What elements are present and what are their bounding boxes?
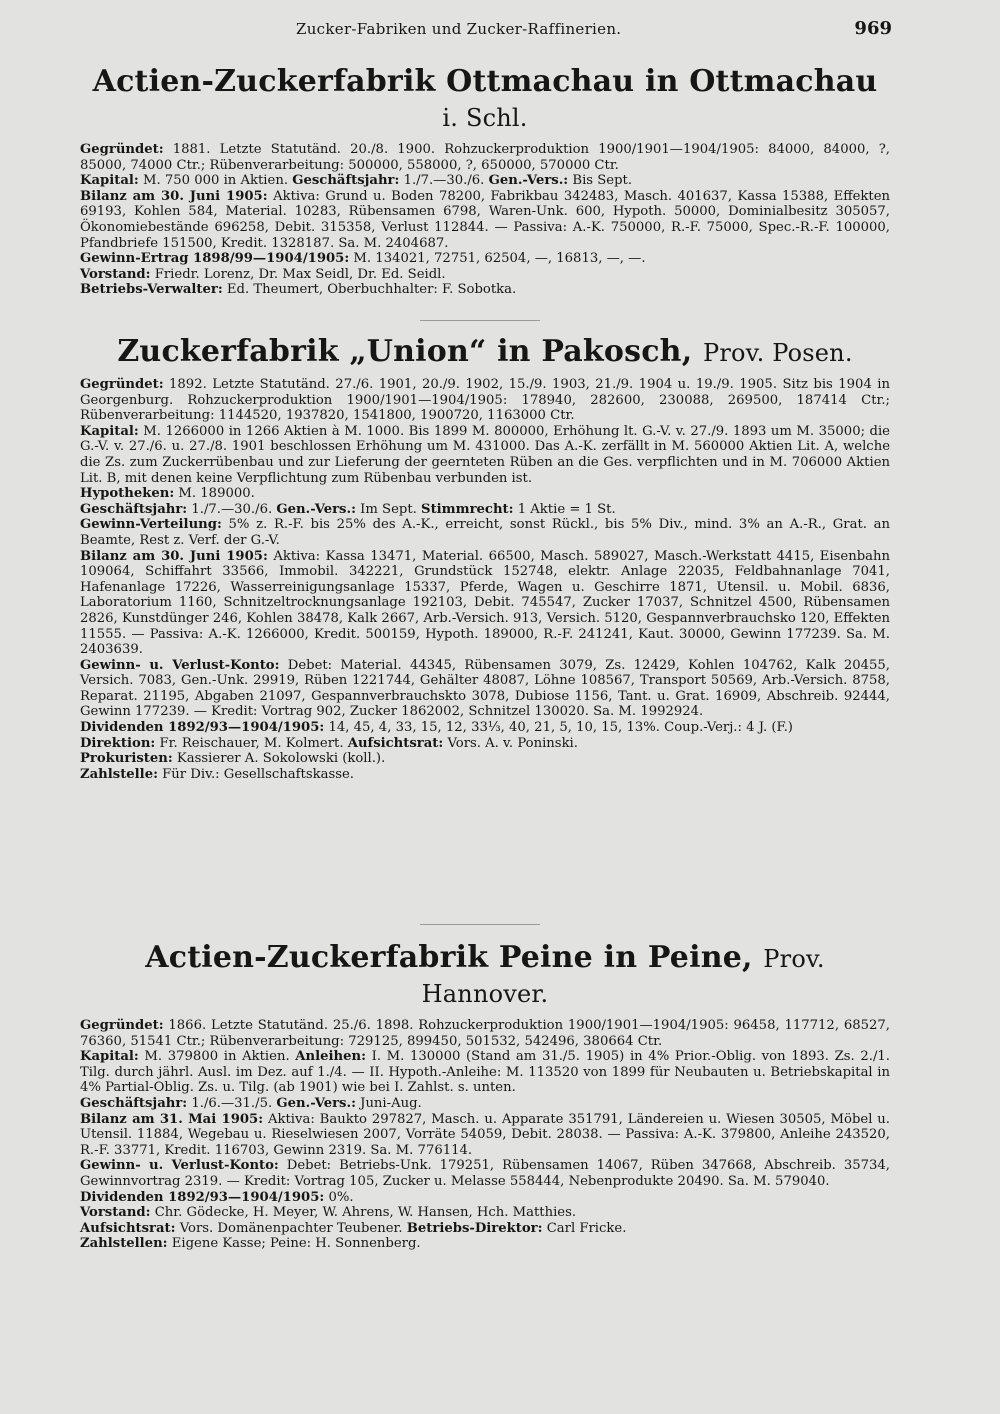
label: Bilanz am 30. Juni 1905: [80,548,268,564]
text: 14, 45, 4, 33, 15, 12, 33⅓, 40, 21, 5, 10, 15, 13%. Coup.-Verj.: 4 J. (F.) [328,720,793,736]
para-bilanz [80,189,890,251]
para-gewinn-ertrag [80,251,890,267]
text: M. 379800 in Aktien. [144,1049,290,1065]
label: Gen.-Vers.: [276,501,356,517]
label: Hypotheken: [80,486,175,502]
para-zahlstelle [80,767,890,783]
label: Anleihen: [295,1049,366,1065]
text: Vors. Domänenpachter Teubener. [179,1220,403,1236]
divider-rule [420,924,540,925]
label: Geschäftsjahr: [292,173,400,189]
text: M. 1266000 in 1266 Aktien à M. 1000. Bis 1899 M. 800000, Erhöhung lt. G.-V. v. 27./9. 1893 um M. 35000; die G.-V. v. 27./6. u. 27./8. 1901 beschlossen Erhöhung um M. 431000. Das A.-K. zerfällt in M. 560000 Aktien Lit. A, welche die Zs. zum Zuckerrübenbau und zur Lieferung der geernteten Rüben an die Ges. verpflichten und in M. 706000 Aktien Lit. B, mit denen keine Verpflichtung zum Rübenbau verbunden ist. [80,423,890,486]
label: Stimmrecht: [421,501,514,517]
label: Dividenden 1892/93—1904/1905: [80,1189,325,1205]
text: Debet: Material. 44345, Rübensamen 3079, Zs. 12429, Kohlen 104762, Kalk 20455, Versich. 7083, Gen.-Unk. 29919, Rüben 1221744, Gehälter 48087, Löhne 108567, Transport 50569, Arb.-Versich. 8758, Reparat. 21195, Abgaben 21097, Gespannverbrauchskto 3078, Dubiose 1156, Tant. u. Grat. 16909, Abschreib. 92444, Gewinn 177239. — Kredit: Vortrag 902, Zucker 1862002, Schnitzel 130020. Sa. M. 1992924. [80,657,890,720]
label: Prokuristen: [80,751,173,767]
para-gv-konto [80,658,890,720]
text: Vors. A. v. Poninski. [447,735,578,751]
label: Geschäftsjahr: [80,501,188,517]
para-zahlstellen [80,1236,890,1252]
text: Im Sept. [360,501,417,517]
label: Direktion: [80,735,156,751]
text: Carl Fricke. [546,1220,627,1236]
entry-title-main: Zuckerfabrik „Union“ in Pakosch, [117,334,693,369]
para-kapital [80,173,890,189]
text: Aktiva: Grund u. Boden 78200, Fabrikbau 342483, Masch. 401637, Kassa 15388, Effekten 69193, Kohlen 584, Material. 10283, Rübensamen 6798, Waren-Unk. 600, Hypoth. 50000, Dominialbesitz 305057, Ökonomiebestände 696258, Debit. 315358, Verlust 112844. — Passiva: A.-K. 750000, R.-F. 75000, Spec.-R.-F. 100000, Pfandbriefe 151500, Kredit. 1328187. Sa. M. 2404687. [80,188,890,251]
label: Betriebs-Verwalter: [80,282,223,298]
para-prokuristen [80,751,890,767]
para-bilanz [80,1112,890,1159]
para-direktion [80,736,890,752]
para-betriebs-verwalter [80,282,890,298]
para-gegruendet [80,377,890,424]
para-vorstand [80,1205,890,1221]
label: Gewinn- u. Verlust-Konto: [80,657,280,673]
text: 1./7.—30./6. [403,173,485,189]
text: I. M. 130000 (Stand am 31./5. 1905) in 4% Prior.-Oblig. von 1893. Zs. 2./1. Tilg. durch jährl. Ausl. im Dez. auf 1./4. — II. Hypoth.-Anleihe: M. 113520 von 1899 für Neubauten u. Betriebskapital in 4% Partial-Oblig. Zs. u. Tilg. (ab 1901) wie bei I. Zahlst. s. unten. [80,1049,890,1096]
entry-ottmachau [80,64,890,298]
label: Gegründet: [80,142,164,157]
para-dividenden [80,720,890,736]
text: 1892. Letzte Statutänd. 27./6. 1901, 20./9. 1902, 15./9. 1903, 21./9. 1904 u. 19./9. 1905. Sitz bis 1904 in Georgenburg. Rohzuckerproduktion 1900/1901—1904/1905: 178940, 282600, 230088, 269500, 187414 Ctr.; Rübenverarbeitung: 1144520, 1937820, 1541800, 1900720, 1163000 Ctr. [80,377,890,424]
label: Gegründet: [80,377,164,392]
text: 1./6.—31./5. [191,1095,273,1111]
para-vorstand [80,267,890,283]
entry-title [80,334,890,369]
text: Kassierer A. Sokolowski (koll.). [176,751,386,767]
label: Gegründet: [80,1018,164,1033]
label: Vorstand: [80,1205,151,1221]
label: Gen.-Vers.: [488,173,569,189]
entry-title-tail: Prov. Posen. [703,339,853,367]
page-number: 969 [854,18,892,39]
text: Bis Sept. [572,173,633,189]
para-hypotheken [80,486,890,502]
text: M. 750 000 in Aktien. [142,173,289,189]
para-gegruendet [80,1018,890,1049]
entry-peine [80,940,890,1252]
entry-title-main: Actien-Zuckerfabrik Ottmachau in Ottmachau [92,64,878,99]
text: Juni-Aug. [360,1095,422,1111]
label: Dividenden 1892/93—1904/1905: [80,720,325,736]
divider-rule [420,320,540,321]
label: Aufsichtsrat: [347,735,444,751]
para-gv-konto [80,1158,890,1189]
text: 5% z. R.-F. bis 25% des A.-K., erreicht, sonst Rückl., bis 5% Div., mind. 3% an A.-R., Grat. an Beamte, Rest z. Verf. der G.-V. [80,517,890,548]
label: Vorstand: [80,266,151,282]
label: Gen.-Vers.: [276,1095,356,1111]
text: 1881. Letzte Statutänd. 20./8. 1900. Rohzuckerproduktion 1900/1901—1904/1905: 84000, 84000, ?, 85000, 74000 Ctr.; Rübenverarbeitung: 500000, 558000, ?, 650000, 570000 Ctr. [80,142,890,173]
text: M. 134021, 72751, 62504, —, 16813, —, —. [353,251,646,267]
para-kapital [80,424,890,486]
header-title: Zucker-Fabriken und Zucker-Raffinerien. [296,20,622,38]
label: Kapital: [80,423,139,439]
para-geschaeftsjahr [80,1096,890,1112]
label: Gewinn-Verteilung: [80,517,222,533]
text: Eigene Kasse; Peine: H. Sonnenberg. [171,1236,421,1252]
text: Chr. Gödecke, H. Meyer, W. Ahrens, W. Hansen, Hch. Matthies. [154,1205,577,1221]
text: Für Div.: Gesellschaftskasse. [162,766,354,782]
para-dividenden [80,1190,890,1206]
label: Betriebs-Direktor: [406,1220,543,1236]
entry-title-main: Actien-Zuckerfabrik Peine in Peine, [145,940,753,975]
text: Ed. Theumert, Oberbuchhalter: F. Sobotka. [226,282,517,298]
para-geschaeftsjahr [80,502,890,518]
para-aufsichtsrat [80,1221,890,1237]
label: Zahlstelle: [80,766,158,782]
entry-title-tail: i. Schl. [442,104,528,132]
running-header [0,20,1000,44]
label: Kapital: [80,173,139,189]
para-gegruendet [80,142,890,173]
text: Aktiva: Baukto 297827, Masch. u. Apparate 351791, Ländereien u. Wiesen 30505, Möbel u. Utensil. 11884, Wegebau u. Rieselwiesen 2007, Vorräte 54059, Debit. 28038. — Passiva: A.-K. 379800, Anleihe 243520, R.-F. 33771, Kredit. 116703, Gewinn 2319. Sa. M. 776114. [80,1111,890,1158]
text: M. 189000. [178,486,255,502]
label: Gewinn- u. Verlust-Konto: [80,1158,279,1174]
entry-title [80,940,890,1010]
label: Gewinn-Ertrag 1898/99—1904/1905: [80,251,350,267]
text: 0%. [328,1189,354,1205]
entry-title [80,64,890,134]
text: 1866. Letzte Statutänd. 25./6. 1898. Rohzuckerproduktion 1900/1901—1904/1905: 96458, 117712, 68527, 76360, 51541 Ctr.; Rübenverarbeitung: 729125, 899450, 501532, 542496, 380664 Ctr. [80,1018,890,1049]
text: Fr. Reischauer, M. Kolmert. [159,735,344,751]
text: Aktiva: Kassa 13471, Material. 66500, Masch. 589027, Masch.-Werkstatt 4415, Eisenbahn 109064, Schiffahrt 33566, Immobil. 342221, Grundstück 152748, elektr. Anlage 22035, Feldbahnanlage 7041, Hafenanlage 17226, Wasserreinigungsanlage 15337, Pferde, Wagen u. Geschirre 1871, Utensil. u. Mobil. 6836, Laboratorium 1160, Schnitzeltrocknungsanlage 192103, Debit. 745547, Zucker 17037, Schnitzel 4500, Rübensamen 2826, Kunstdünger 246, Kohlen 38478, Kalk 2667, Arb.-Versich. 913, Versich. 5120, Gespannverbrauchsko 120, Effekten 11555. — Passiva: A.-K. 1266000, Kredit. 500159, Hypoth. 189000, R.-F. 241241, Kaut. 30000, Gewinn 177239. Sa. M. 2403639. [80,548,890,658]
text: Debet: Betriebs-Unk. 179251, Rübensamen 14067, Rüben 347668, Abschreib. 35734, Gewinnvortrag 2319. — Kredit: Vortrag 105, Zucker u. Melasse 558444, Nebenprodukte 20490. Sa. M. 579040. [80,1158,890,1189]
label: Bilanz am 30. Juni 1905: [80,188,268,204]
label: Kapital: [80,1049,139,1065]
text: Friedr. Lorenz, Dr. Max Seidl, Dr. Ed. Seidl. [154,266,446,282]
label: Bilanz am 31. Mai 1905: [80,1111,264,1127]
para-gewinn-verteilung [80,517,890,548]
entry-title-tail: Prov. Hannover. [421,945,825,1008]
para-kapital [80,1049,890,1096]
entry-pakosch [80,334,890,782]
label: Aufsichtsrat: [80,1220,176,1236]
label: Zahlstellen: [80,1236,168,1252]
text: 1 Aktie = 1 St. [517,501,616,517]
text: 1./7.—30./6. [191,501,273,517]
label: Geschäftsjahr: [80,1095,188,1111]
para-bilanz [80,549,890,658]
